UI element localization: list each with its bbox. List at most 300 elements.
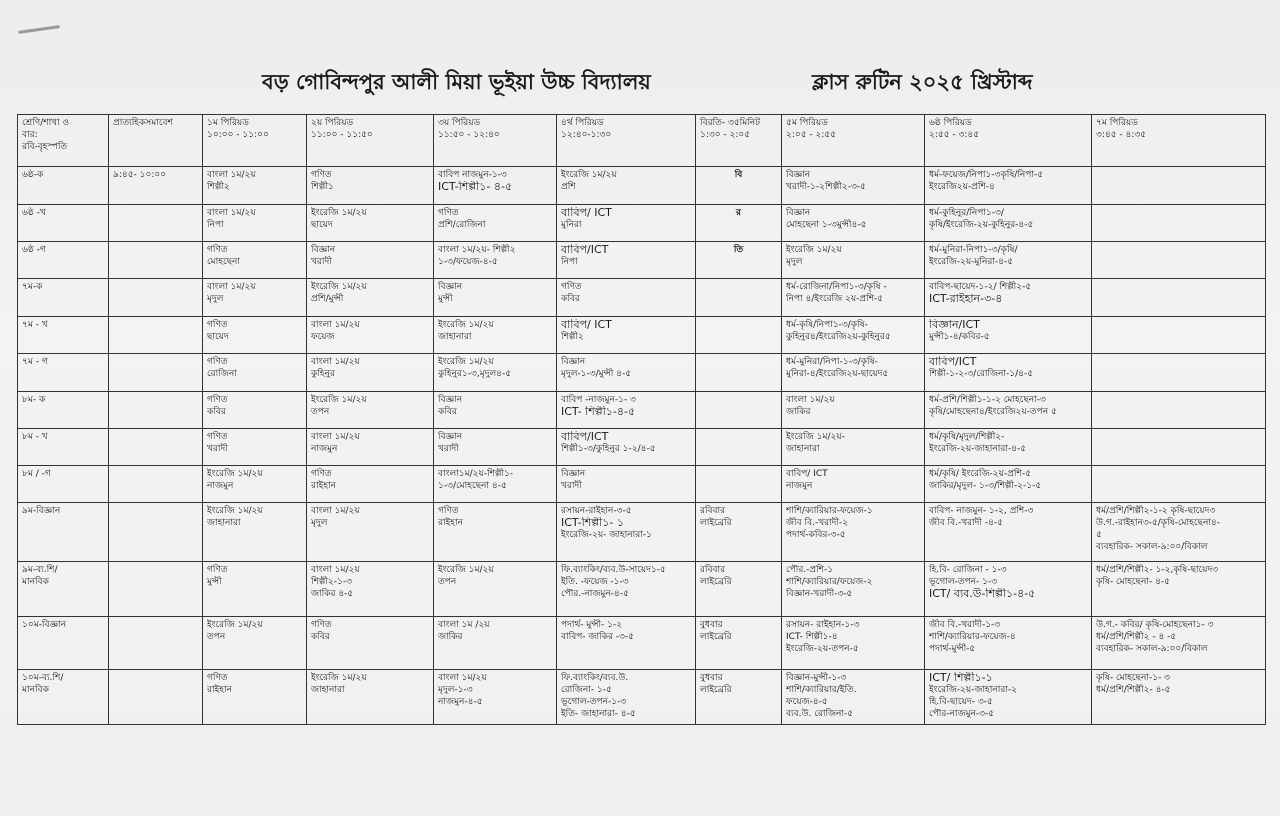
- cell-line: ইংরেজি ১ম/২য়: [311, 673, 367, 683]
- cell-line: ভূগোল-তপন-১-৩: [561, 697, 627, 707]
- cell-line: কৃষি/ইংরেজি-২য়-কুহিনুর-৪-৫: [929, 220, 1034, 230]
- cell-line: বাবিপ/ ICT: [786, 469, 828, 479]
- class-routine-table: [17, 114, 1266, 725]
- cell-period-7: [1092, 617, 1266, 670]
- cell-line: তপন: [311, 407, 330, 417]
- cell-period-1: [203, 205, 307, 242]
- cell-line: গণিত: [438, 506, 459, 516]
- cell-period-3: [434, 205, 557, 242]
- cell-line: মৃদুল: [311, 518, 328, 528]
- cell-period-5: [782, 242, 925, 279]
- cell-line: বাংলা ১ম/২য়: [311, 565, 360, 575]
- cell-period-3: [434, 670, 557, 725]
- cell-line: রসায়ন- রাইহান-১-৩: [786, 620, 860, 630]
- cell-period-5: [782, 354, 925, 392]
- table-row: [18, 242, 1266, 279]
- header-line: ৩:৪৫ - ৪:৩৫: [1096, 130, 1147, 140]
- cell-line: হি.বি- রোজিনা - ১-৩: [929, 565, 1007, 575]
- cell-period-6: [925, 562, 1092, 617]
- cell-line: খরাদী: [207, 444, 228, 454]
- cell-line: বাংলা ১ম/২য়: [438, 673, 487, 683]
- cell-line: শাশি/ক্যারিয়ার/ইতি.: [786, 685, 857, 695]
- cell-period-3: [434, 279, 557, 317]
- cell-line: মোহছেনা: [207, 257, 241, 267]
- cell-line: ICT/ ব্যব.উ-শিল্পী১-৪-৫: [929, 588, 1036, 600]
- cell-period-2: [307, 670, 434, 725]
- cell-period-2: [307, 466, 434, 503]
- cell-line: প্রশি/রোজিনা: [438, 220, 486, 230]
- cell-line: নাজমুন-৪-৫: [438, 697, 483, 707]
- cell-line: বাংলা ১ম/২য়: [207, 282, 256, 292]
- cell-assembly: [109, 205, 203, 242]
- cell-line: গণিত: [207, 357, 228, 367]
- cell-line: মৃদুল: [207, 294, 224, 304]
- cell-line: ব্যবহারিক- সকাল-৯:০০/বিকাল: [1096, 542, 1208, 552]
- cell-period-2: [307, 562, 434, 617]
- table-row: [18, 279, 1266, 317]
- cell-period-7: [1092, 242, 1266, 279]
- cell-line: মুন্সী: [207, 577, 222, 587]
- cell-line: গণিত: [207, 565, 228, 575]
- cell-line: কবির: [311, 632, 330, 642]
- header-line: ১:৩০ - ২:০৫: [700, 130, 751, 140]
- cell-period-6: [925, 617, 1092, 670]
- cell-line: ১০ম-বিজ্ঞান: [22, 620, 67, 630]
- cell-line: ধর্ম-ফয়েজ/নিপা১-৩কৃষি/নিপা-৫: [929, 170, 1044, 180]
- table-row: [18, 205, 1266, 242]
- document-heading: [0, 66, 1280, 100]
- cell-line: ইংরেজি-২য়-মুনিরা-৪-৫: [929, 257, 1014, 267]
- header-period-7: [1092, 115, 1266, 167]
- cell-line: বাবিপ নাজমুন-১-৩: [438, 170, 507, 180]
- cell-assembly: [109, 429, 203, 466]
- cell-period-7: [1092, 279, 1266, 317]
- cell-period-2: [307, 242, 434, 279]
- cell-line: ৮ম / -গ: [22, 469, 51, 479]
- cell-period-7: [1092, 466, 1266, 503]
- cell-period-5: [782, 167, 925, 205]
- cell-line: জাহানারা: [311, 685, 345, 695]
- cell-line: ইংরেজি ১ম/২য়: [438, 565, 494, 575]
- cell-break: [696, 392, 782, 429]
- cell-line: ইংরেজি-২য়-জাহানারা-২: [929, 685, 1018, 695]
- cell-line: গণিত: [311, 170, 332, 180]
- cell-line: জাকির/মৃদুল- ১-৩/শিল্পী-২-১-৫: [929, 481, 1042, 491]
- routine-body: [18, 167, 1266, 725]
- cell-assembly: [109, 167, 203, 205]
- cell-line: জাহানারা: [207, 518, 241, 528]
- cell-period-3: [434, 354, 557, 392]
- cell-line: ছায়েদ: [207, 332, 229, 342]
- cell-line: বাবিপ-ছায়েদ-১-২/ শিল্পী২-৫: [929, 282, 1032, 292]
- cell-line: ৭ম - গ: [22, 357, 48, 367]
- cell-class-section: [18, 167, 109, 205]
- cell-assembly: [109, 242, 203, 279]
- header-period-2: [307, 115, 434, 167]
- cell-break: [696, 205, 782, 242]
- cell-period-1: [203, 670, 307, 725]
- cell-line: তপন: [207, 632, 226, 642]
- header-line: শ্রেণি/শাখা ও: [22, 118, 70, 128]
- pen-mark: [18, 25, 60, 34]
- cell-line: শাশি/ক্যারিয়ার-ফয়েজ-১: [786, 506, 873, 516]
- cell-line: বিজ্ঞান: [438, 432, 463, 442]
- cell-break: [696, 317, 782, 354]
- cell-period-5: [782, 392, 925, 429]
- cell-period-1: [203, 562, 307, 617]
- cell-class-section: [18, 205, 109, 242]
- header-line: ৭ম পিরিয়ড: [1096, 118, 1138, 128]
- cell-line: মানবিক: [22, 685, 49, 695]
- cell-line: বি: [734, 170, 743, 180]
- cell-period-7: [1092, 392, 1266, 429]
- cell-line: শিল্পী-১-২-৩/রোজিনা-১/৪-৫: [929, 369, 1034, 379]
- cell-line: বিজ্ঞান: [438, 282, 463, 292]
- cell-line: ৮ম- ক: [22, 395, 46, 405]
- cell-assembly: [109, 317, 203, 354]
- cell-line: বিজ্ঞান: [561, 469, 586, 479]
- cell-line: ফি.ব্যাংকিং/ব্যব.উ-সায়েদ১-৫: [561, 565, 666, 575]
- cell-line: ধর্ম-মুনিরা-নিপা১-৩/কৃষি/: [929, 245, 1018, 255]
- cell-line: বাংলা ১ম /২য়: [438, 620, 490, 630]
- header-period-4: [557, 115, 696, 167]
- cell-line: গণিত: [207, 245, 228, 255]
- header-period-6: [925, 115, 1092, 167]
- cell-period-4: [557, 317, 696, 354]
- cell-period-3: [434, 503, 557, 562]
- cell-line: কুহিনুর৪/ইংরেজি২য়-কুহিনুর৫: [786, 332, 891, 342]
- cell-line: রোজিনা- ১-৫: [561, 685, 612, 695]
- cell-line: মৃদুল-১-৩/মুন্সী ৪-৫: [561, 369, 632, 379]
- cell-line: ধর্ম/কৃষি/মৃদুল/শিল্পী২-: [929, 432, 1005, 442]
- header-period-5: [782, 115, 925, 167]
- cell-line: কবির: [207, 407, 226, 417]
- cell-period-4: [557, 617, 696, 670]
- cell-period-1: [203, 317, 307, 354]
- cell-line: শিল্পী২-১-৩: [311, 577, 352, 587]
- cell-line: ছায়েদ: [311, 220, 333, 230]
- cell-line: ICT- শিল্পী১-৪: [786, 632, 838, 642]
- header-line: ১১:০০ - ১১:৫০: [311, 130, 373, 140]
- cell-break: [696, 242, 782, 279]
- cell-period-6: [925, 429, 1092, 466]
- table-row: [18, 670, 1266, 725]
- cell-period-3: [434, 242, 557, 279]
- cell-line: ইংরেজি ১ম/২য়: [438, 320, 494, 330]
- cell-period-4: [557, 503, 696, 562]
- cell-line: গণিত: [561, 282, 582, 292]
- cell-period-4: [557, 242, 696, 279]
- cell-line: শিল্পী১-৩/কুহিনুর ১-২/৪-৫: [561, 444, 656, 454]
- cell-line: গণিত: [207, 673, 228, 683]
- cell-line: নাজমুন: [786, 481, 813, 491]
- header-line: ২:০৫ - ২:৫৫: [786, 130, 837, 140]
- cell-period-4: [557, 167, 696, 205]
- cell-line: গণিত: [207, 395, 228, 405]
- cell-period-6: [925, 466, 1092, 503]
- cell-line: পদার্থ-কবির-৩-৫: [786, 530, 846, 540]
- table-row: [18, 617, 1266, 670]
- cell-line: মুনিরা: [561, 220, 582, 230]
- cell-period-2: [307, 503, 434, 562]
- cell-line: ৮ম - খ: [22, 432, 48, 442]
- header-line: বার:: [22, 130, 38, 140]
- cell-period-5: [782, 503, 925, 562]
- cell-line: মোহছেনা ১-৩মুন্সী৪-৫: [786, 220, 867, 230]
- cell-period-7: [1092, 354, 1266, 392]
- cell-line: গণিত: [311, 469, 332, 479]
- cell-line: তপন: [438, 577, 457, 587]
- cell-line: ৯:৪৫- ১০:০০: [113, 170, 167, 180]
- cell-line: গণিত: [207, 320, 228, 330]
- cell-period-6: [925, 392, 1092, 429]
- cell-line: খরাদী-১-২শিল্পী২-৩-৫: [786, 182, 866, 192]
- cell-line: বাবিপ/ ICT: [561, 207, 612, 219]
- cell-line: বাংলা ১ম/২য়: [207, 170, 256, 180]
- cell-line: গণিত: [311, 620, 332, 630]
- header-line: ১০:০০ - ১১:০০: [207, 130, 269, 140]
- cell-line: ৬ষ্ঠ -খ: [22, 208, 46, 218]
- cell-assembly: [109, 503, 203, 562]
- cell-line: বিজ্ঞান/ICT: [929, 319, 980, 331]
- cell-line: নাজমুন: [311, 444, 338, 454]
- cell-period-2: [307, 392, 434, 429]
- cell-line: খরাদী: [311, 257, 332, 267]
- header-line: ৫ম পিরিয়ড: [786, 118, 828, 128]
- cell-period-7: [1092, 670, 1266, 725]
- cell-line: নিপা: [207, 220, 224, 230]
- cell-line: শিল্পী২: [561, 332, 584, 342]
- cell-period-7: [1092, 205, 1266, 242]
- cell-line: ইংরেজি ১ম/২য়: [786, 245, 842, 255]
- cell-line: ধর্ম-রোজিনা/নিপা১-৩/কৃষি -: [786, 282, 887, 292]
- cell-period-3: [434, 466, 557, 503]
- cell-line: ইতি- জাহানারা- ৪-৫: [561, 709, 636, 719]
- cell-class-section: [18, 279, 109, 317]
- header-line: প্রাত্যহিকসমাবেশ: [113, 118, 173, 128]
- cell-break: [696, 429, 782, 466]
- cell-line: ব্যবহারিক- সকাল-৯:০০/বিকাল: [1096, 644, 1208, 654]
- cell-line: বিজ্ঞান-মুন্সী-১-৩: [786, 673, 847, 683]
- cell-period-6: [925, 242, 1092, 279]
- cell-line: পদার্থ-মুন্সী-৫: [929, 644, 976, 654]
- cell-line: ধর্ম-মুনিরা/নিপা-১-৩/কৃষি-: [786, 357, 878, 367]
- header-break: [696, 115, 782, 167]
- table-row: [18, 317, 1266, 354]
- cell-line: ICT-রাইহান-৩-৪: [929, 293, 1003, 305]
- cell-period-1: [203, 392, 307, 429]
- header-row: [18, 115, 1266, 167]
- cell-period-4: [557, 392, 696, 429]
- cell-line: ইংরেজি-২য়- জাহানারা-১: [561, 530, 652, 540]
- cell-line: ৫: [1096, 530, 1102, 540]
- cell-line: তি: [733, 245, 744, 255]
- cell-line: বাংলা১ম/২য়-শিল্পী১-: [438, 469, 514, 479]
- cell-line: ফয়েজ: [311, 332, 335, 342]
- cell-line: জীব বি.-খরাদী-২: [786, 518, 849, 528]
- cell-line: বাংলা ১ম/২য়: [311, 320, 360, 330]
- cell-line: বাবিপ- নাজমুন- ১-২, প্রশি-৩: [929, 506, 1034, 516]
- cell-line: ধর্ম-কুহিনুর/নিপা১-৩/: [929, 208, 1004, 218]
- cell-line: ধর্ম/কৃষি/ ইংরেজি-২য়-প্রশি-৫: [929, 469, 1031, 479]
- cell-line: শাশি/ক্যারিয়ার/ফয়েজ-২: [786, 577, 873, 587]
- cell-line: নিপা: [561, 257, 578, 267]
- cell-line: ধর্ম/প্রশি/শিল্পী২- ১-২,কৃষি-ছায়েদ৩: [1096, 565, 1219, 575]
- cell-assembly: [109, 392, 203, 429]
- cell-period-5: [782, 562, 925, 617]
- cell-period-7: [1092, 317, 1266, 354]
- cell-line: বাবিপ/ICT: [561, 431, 609, 443]
- header-line: ১১:৫০ - ১২:৪০: [438, 130, 500, 140]
- cell-period-6: [925, 317, 1092, 354]
- cell-line: জাকির: [786, 407, 811, 417]
- cell-line: ইংরেজি ১ম/২য়: [311, 208, 367, 218]
- cell-line: গণিত: [207, 432, 228, 442]
- cell-period-6: [925, 205, 1092, 242]
- cell-line: রাইহান: [207, 685, 232, 695]
- cell-line: লাইব্রেরি: [700, 518, 732, 528]
- cell-class-section: [18, 317, 109, 354]
- cell-line: রাইহান: [311, 481, 336, 491]
- cell-line: ইংরেজি ১ম/২য়: [438, 357, 494, 367]
- cell-line: মানবিক: [22, 577, 49, 587]
- cell-break: [696, 466, 782, 503]
- cell-line: জাহানারা: [438, 332, 472, 342]
- cell-line: পৌর-নাজমুন-৩-৫: [929, 709, 995, 719]
- table-row: [18, 354, 1266, 392]
- cell-line: বিজ্ঞান: [786, 170, 811, 180]
- header-period-1: [203, 115, 307, 167]
- header-line: ২:৫৫ - ৩:৪৫: [929, 130, 980, 140]
- cell-period-4: [557, 279, 696, 317]
- cell-assembly: [109, 466, 203, 503]
- cell-line: কৃষি- মোহছেনা-১- ৩: [1096, 673, 1171, 683]
- cell-line: ICT/ শিল্পী১-১: [929, 672, 993, 684]
- cell-assembly: [109, 354, 203, 392]
- routine-title: ক্লাস রুটিন ২০২৫ খ্রিস্টাব্দ: [812, 70, 1033, 94]
- cell-period-5: [782, 317, 925, 354]
- cell-period-4: [557, 429, 696, 466]
- header-line: ৪র্থ পিরিয়ড: [561, 118, 604, 128]
- cell-period-2: [307, 205, 434, 242]
- cell-line: কবির: [561, 294, 580, 304]
- cell-line: ৭ম-ক: [22, 282, 43, 292]
- cell-line: হি.বি-ছায়েদ- ৩-৫: [929, 697, 993, 707]
- cell-assembly: [109, 617, 203, 670]
- cell-line: বাবিপ/ICT: [929, 356, 977, 368]
- cell-line: ধর্ম-প্রশি/শিল্পী১-১-২ মোহছেনা-৩: [929, 395, 1046, 405]
- cell-line: ৯ম-ব্য.শি/: [22, 565, 58, 575]
- cell-line: রোজিনা: [207, 369, 237, 379]
- cell-line: পৌর.-প্রশি-১: [786, 565, 834, 575]
- cell-period-3: [434, 429, 557, 466]
- cell-class-section: [18, 670, 109, 725]
- cell-line: বিজ্ঞান: [438, 395, 463, 405]
- cell-period-5: [782, 279, 925, 317]
- cell-line: নাজমুন: [207, 481, 234, 491]
- cell-period-5: [782, 466, 925, 503]
- cell-break: [696, 503, 782, 562]
- cell-line: ব্যব.উ. রোজিনা-৫: [786, 709, 854, 719]
- cell-period-4: [557, 466, 696, 503]
- cell-period-6: [925, 503, 1092, 562]
- cell-line: উ.গ.-রাইহান৩-৫/কৃষি-মোহছেনা৪-: [1096, 518, 1221, 528]
- cell-line: বিজ্ঞান: [311, 245, 336, 255]
- cell-break: [696, 670, 782, 725]
- cell-line: বাংলা ১ম/২য়: [786, 395, 835, 405]
- cell-period-2: [307, 317, 434, 354]
- cell-line: ICT- শিল্পী১-৪-৫: [561, 406, 636, 418]
- school-name: বড় গোবিন্দপুর আলী মিয়া ভূইয়া উচ্চ বিদ্যালয়: [262, 70, 651, 94]
- cell-line: র: [736, 208, 741, 218]
- cell-assembly: [109, 562, 203, 617]
- cell-class-section: [18, 392, 109, 429]
- cell-line: ইংরেজি২য়-প্রশি-৪: [929, 182, 995, 192]
- cell-class-section: [18, 354, 109, 392]
- cell-line: কৃষি- মোহছেনা- ৪-৫: [1096, 577, 1171, 587]
- cell-class-section: [18, 503, 109, 562]
- cell-period-5: [782, 617, 925, 670]
- cell-line: বিজ্ঞান: [561, 357, 586, 367]
- cell-class-section: [18, 242, 109, 279]
- cell-line: বাংলা ১ম/২য়: [207, 208, 256, 218]
- table-row: [18, 466, 1266, 503]
- cell-period-2: [307, 429, 434, 466]
- header-line: বিরতি- ৩৫মিনিট: [700, 118, 761, 128]
- header-assembly: [109, 115, 203, 167]
- cell-period-6: [925, 279, 1092, 317]
- cell-line: পৌর.-নাজমুন-৪-৫: [561, 589, 629, 599]
- cell-line: ইংরেজি ১ম/২য়: [311, 395, 367, 405]
- cell-line: বাংলা ১ম/২য়: [311, 506, 360, 516]
- cell-period-4: [557, 670, 696, 725]
- cell-line: রাইহান: [438, 518, 463, 528]
- cell-line: ইংরেজি ১ম/২য়: [311, 282, 367, 292]
- cell-period-3: [434, 392, 557, 429]
- cell-line: ফয়েজ-৪-৫: [786, 697, 828, 707]
- cell-line: বাবিপ- জাকির -৩-৫: [561, 632, 634, 642]
- cell-line: ইংরেজি ১ম/২য়: [207, 620, 263, 630]
- cell-line: খরাদী: [561, 481, 582, 491]
- cell-period-1: [203, 617, 307, 670]
- cell-period-2: [307, 279, 434, 317]
- cell-class-section: [18, 466, 109, 503]
- cell-period-5: [782, 429, 925, 466]
- cell-line: গণিত: [438, 208, 459, 218]
- cell-break: [696, 167, 782, 205]
- cell-line: ফি.ব্যাংকিং/ব্যব.উ.: [561, 673, 629, 683]
- cell-line: মৃদুল-১-৩: [438, 685, 473, 695]
- cell-period-7: [1092, 429, 1266, 466]
- cell-break: [696, 562, 782, 617]
- header-line: ১২:৪০-১:৩০: [561, 130, 612, 140]
- cell-line: প্রশি: [561, 182, 576, 192]
- cell-period-6: [925, 670, 1092, 725]
- cell-line: ধর্ম-কৃষি/নিপা১-৩/কৃষি-: [786, 320, 868, 330]
- cell-line: বাংলা ১ম/২য়: [311, 432, 360, 442]
- cell-line: শিল্পী২: [207, 182, 230, 192]
- cell-line: রসায়ন-রাইহান-৩-৫: [561, 506, 632, 516]
- cell-line: রবিবার: [700, 565, 726, 575]
- cell-period-4: [557, 354, 696, 392]
- cell-line: ৯ম-বিজ্ঞান: [22, 506, 61, 516]
- cell-line: লাইব্রেরি: [700, 577, 732, 587]
- cell-line: কবির: [438, 407, 457, 417]
- cell-line: শাশি/ক্যারিয়ার-ফয়েজ-৪: [929, 632, 1016, 642]
- cell-period-4: [557, 205, 696, 242]
- cell-period-2: [307, 167, 434, 205]
- cell-period-3: [434, 562, 557, 617]
